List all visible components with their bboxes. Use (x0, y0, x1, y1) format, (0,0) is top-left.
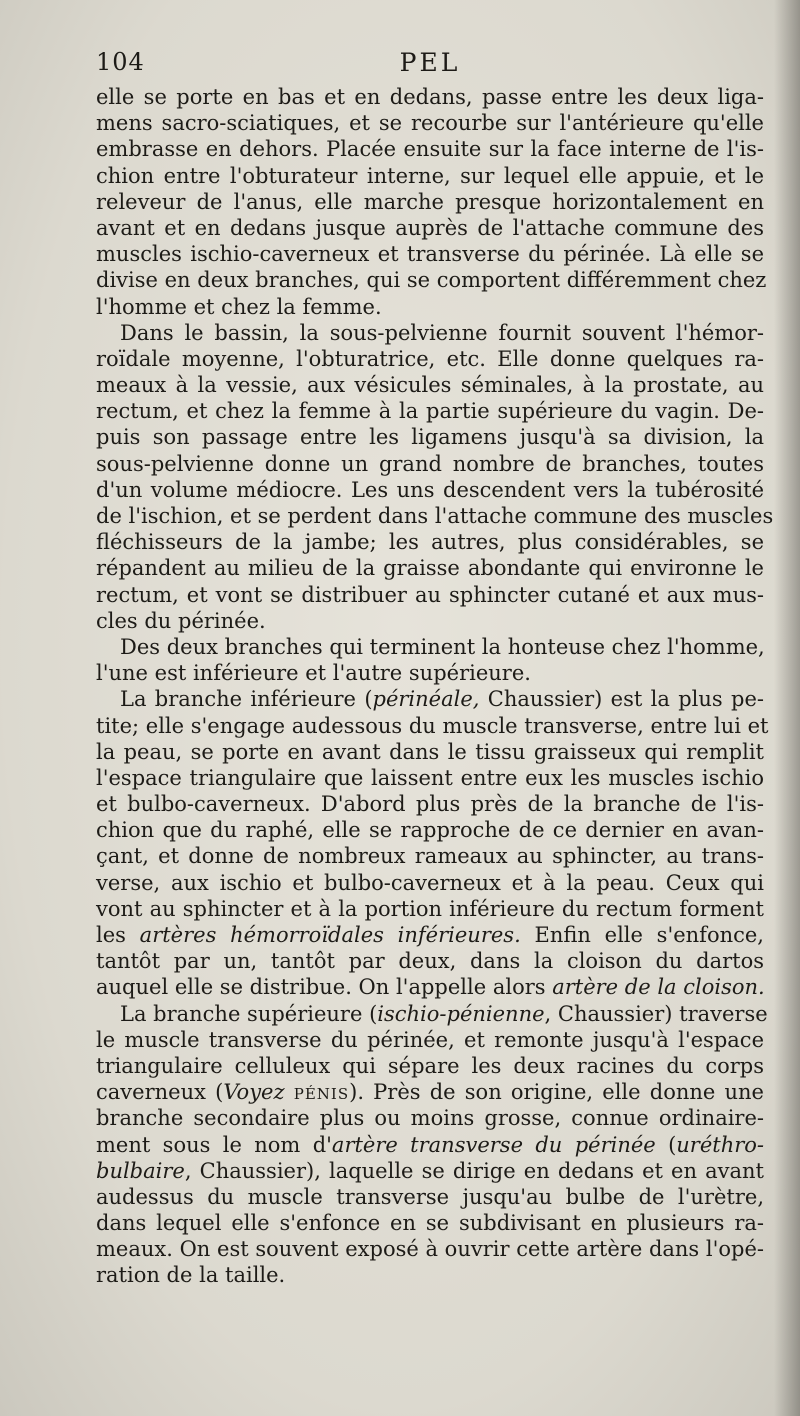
text-line (96, 660, 764, 686)
text-run: ). Près de son origine, elle donne une (349, 1080, 764, 1105)
text-run: chion entre l'obturateur interne, sur lequel elle appuie, et le (96, 163, 764, 188)
text-run: La branche supérieure ( (120, 1001, 378, 1026)
text-run: l'espace triangulaire que laissent entre eux les muscles ischio (96, 765, 764, 790)
text-run: meaux. On est souvent exposé à ouvrir cette artère dans l'opé- (96, 1237, 764, 1262)
text-run: La branche inférieure ( (120, 687, 373, 712)
text-line (96, 608, 764, 634)
text-line (96, 529, 764, 555)
text-run: tite; elle s'engage audessous du muscle transverse, entre lui et (96, 713, 769, 738)
text-line (96, 817, 764, 843)
text-line (96, 1262, 764, 1288)
text-line (96, 582, 764, 608)
text-run: audessus du muscle transverse jusqu'au bulbe de l'urètre, (96, 1184, 764, 1209)
text-line (96, 451, 764, 477)
text-line (96, 1001, 768, 1027)
page-edge-shadow (774, 0, 800, 1416)
text-line (96, 1132, 764, 1158)
text-run: le muscle transverse du périnée, et remonte jusqu'à l'espace (96, 1027, 764, 1052)
text-run: avant et en dedans jusque auprès de l'attache commune des (96, 215, 764, 240)
text-run: puis son passage entre les ligamens jusqu'à sa division, la (96, 425, 764, 450)
text-line (96, 555, 764, 581)
text-run: vont au sphincter et à la portion inférieure du rectum forment (96, 896, 764, 921)
text-run: triangulaire celluleux qui sépare les deux racines du corps (96, 1053, 764, 1078)
italic-run: artère de la cloison. (552, 975, 765, 1000)
italic-run: artère transverse du périnée (331, 1132, 656, 1157)
running-title: PEL (399, 48, 461, 77)
text-line (96, 372, 764, 398)
text-line (96, 503, 774, 529)
text-line (96, 1184, 764, 1210)
text-run: auquel elle se distribue. On l'appelle alors (96, 975, 553, 1000)
text-run: tantôt par un, tantôt par deux, dans la cloison du dartos (96, 949, 764, 974)
text-run: les (96, 923, 140, 947)
italic-run: Voyez (223, 1080, 285, 1105)
text-run: Chaussier) est la plus pe- (479, 687, 764, 712)
text-run: elle se porte en bas et en dedans, passe entre les deux liga- (96, 85, 764, 109)
text-run: releveur de l'anus, elle marche presque horizontalement en (96, 189, 764, 214)
text-line (96, 1158, 764, 1184)
text-run: çant, et donne de nombreux rameaux au sphincter, au trans- (96, 844, 764, 869)
body-text (96, 84, 774, 1289)
paragraph (96, 84, 767, 320)
text-run: dans lequel elle s'enfonce en se subdivisant en plusieurs ra- (96, 1211, 764, 1236)
text-run: sous-pelvienne donne un grand nombre de branches, toutes (96, 451, 764, 476)
text-run: , Chaussier) traverse (544, 1001, 768, 1026)
text-line (96, 870, 764, 896)
text-run: caverneux ( (96, 1080, 224, 1105)
text-line (96, 241, 764, 267)
paragraph (96, 686, 769, 1000)
text-run: la peau, se porte en avant dans le tissu graisseux qui remplit (96, 739, 764, 764)
text-run: rectum, et vont se distribuer au sphincter cutané et aux mus- (96, 582, 764, 607)
text-line (96, 215, 764, 241)
text-run: ment sous le nom d' (96, 1132, 332, 1157)
text-run: meaux à la vessie, aux vésicules séminales, à la prostate, au (96, 373, 764, 398)
text-run: muscles ischio-caverneux et transverse du périnée. Là elle se (96, 242, 764, 267)
text-run: cles du périnée. (96, 608, 266, 633)
text-line (96, 189, 764, 215)
text-run: branche secondaire plus ou moins grosse, connue ordinaire- (96, 1106, 764, 1131)
paragraph (96, 320, 774, 634)
text-run: chion que du raphé, elle se rapproche de ce dernier en avan- (96, 818, 764, 843)
text-line (96, 346, 764, 372)
page-number: 104 (96, 48, 145, 76)
text-line (96, 1105, 764, 1131)
text-line (96, 110, 764, 136)
text-run: rectum, et chez la femme à la partie supérieure du vagin. De- (96, 399, 764, 424)
text-line (96, 713, 769, 739)
text-line (96, 974, 764, 1000)
text-run: répandent au milieu de la graisse abondante qui environne le (96, 556, 764, 581)
text-line (96, 267, 767, 293)
text-run: l'homme et chez la femme. (96, 294, 382, 319)
italic-run: ischio-pénienne (377, 1001, 545, 1026)
text-run: Dans le bassin, la sous-pelvienne fournit souvent l'hémor- (120, 320, 764, 345)
text-line (96, 843, 764, 869)
text-line (96, 163, 764, 189)
text-line (96, 477, 764, 503)
text-line (96, 686, 764, 712)
text-line (96, 922, 764, 948)
text-run: et bulbo-caverneux. D'abord plus près de la branche de l'is- (96, 792, 764, 817)
text-line (96, 1027, 764, 1053)
text-line (96, 1210, 764, 1236)
paragraph (96, 1001, 768, 1289)
italic-run: bulbaire (96, 1158, 185, 1183)
text-line (96, 320, 764, 346)
text-line (96, 765, 764, 791)
text-run: Enfin elle s'enfonce, (520, 923, 764, 947)
text-run: divise en deux branches, qui se comportent différemment chez (96, 268, 767, 293)
paragraph (96, 634, 764, 686)
text-run: fléchisseurs de la jambe; les autres, plus considérables, se (96, 530, 764, 555)
text-run: ( (655, 1132, 677, 1157)
text-line (96, 136, 764, 162)
text-line (96, 424, 764, 450)
text-run: , Chaussier), laquelle se dirige en dedans et en avant (184, 1158, 764, 1183)
text-run: ration de la taille. (96, 1263, 286, 1288)
small-caps-run: PÉNIS (293, 1085, 350, 1104)
text-line (96, 294, 764, 320)
text-line (96, 1053, 764, 1079)
text-line (96, 398, 764, 424)
text-run: Des deux branches qui terminent la honteuse chez l'homme, (120, 634, 765, 659)
text-run: roïdale moyenne, l'obturatrice, etc. Elle donne quelques ra- (96, 346, 764, 371)
text-run: de l'ischion, et se perdent dans l'attache commune des muscles (96, 504, 774, 528)
text-run: verse, aux ischio et bulbo-caverneux et à la peau. Ceux qui (96, 870, 764, 895)
text-line (96, 84, 764, 110)
italic-run: périnéale, (372, 687, 480, 712)
text-run: l'une est inférieure et l'autre supérieure. (96, 661, 531, 686)
text-line (96, 1236, 764, 1262)
page-header (96, 48, 764, 84)
text-line (96, 1079, 764, 1105)
text-line (96, 739, 764, 765)
text-run (285, 1080, 294, 1104)
italic-run: uréthro- (676, 1132, 765, 1157)
text-line (96, 791, 764, 817)
text-line (96, 634, 764, 660)
text-run: mens sacro-sciatiques, et se recourbe sur l'antérieure qu'elle (96, 111, 764, 136)
text-run: d'un volume médiocre. Les uns descendent vers la tubérosité (96, 477, 764, 502)
text-line (96, 896, 764, 922)
italic-run: artères hémorroïdales inférieures. (139, 923, 521, 947)
text-line (96, 948, 764, 974)
text-run: embrasse en dehors. Placée ensuite sur la face interne de l'is- (96, 137, 764, 162)
